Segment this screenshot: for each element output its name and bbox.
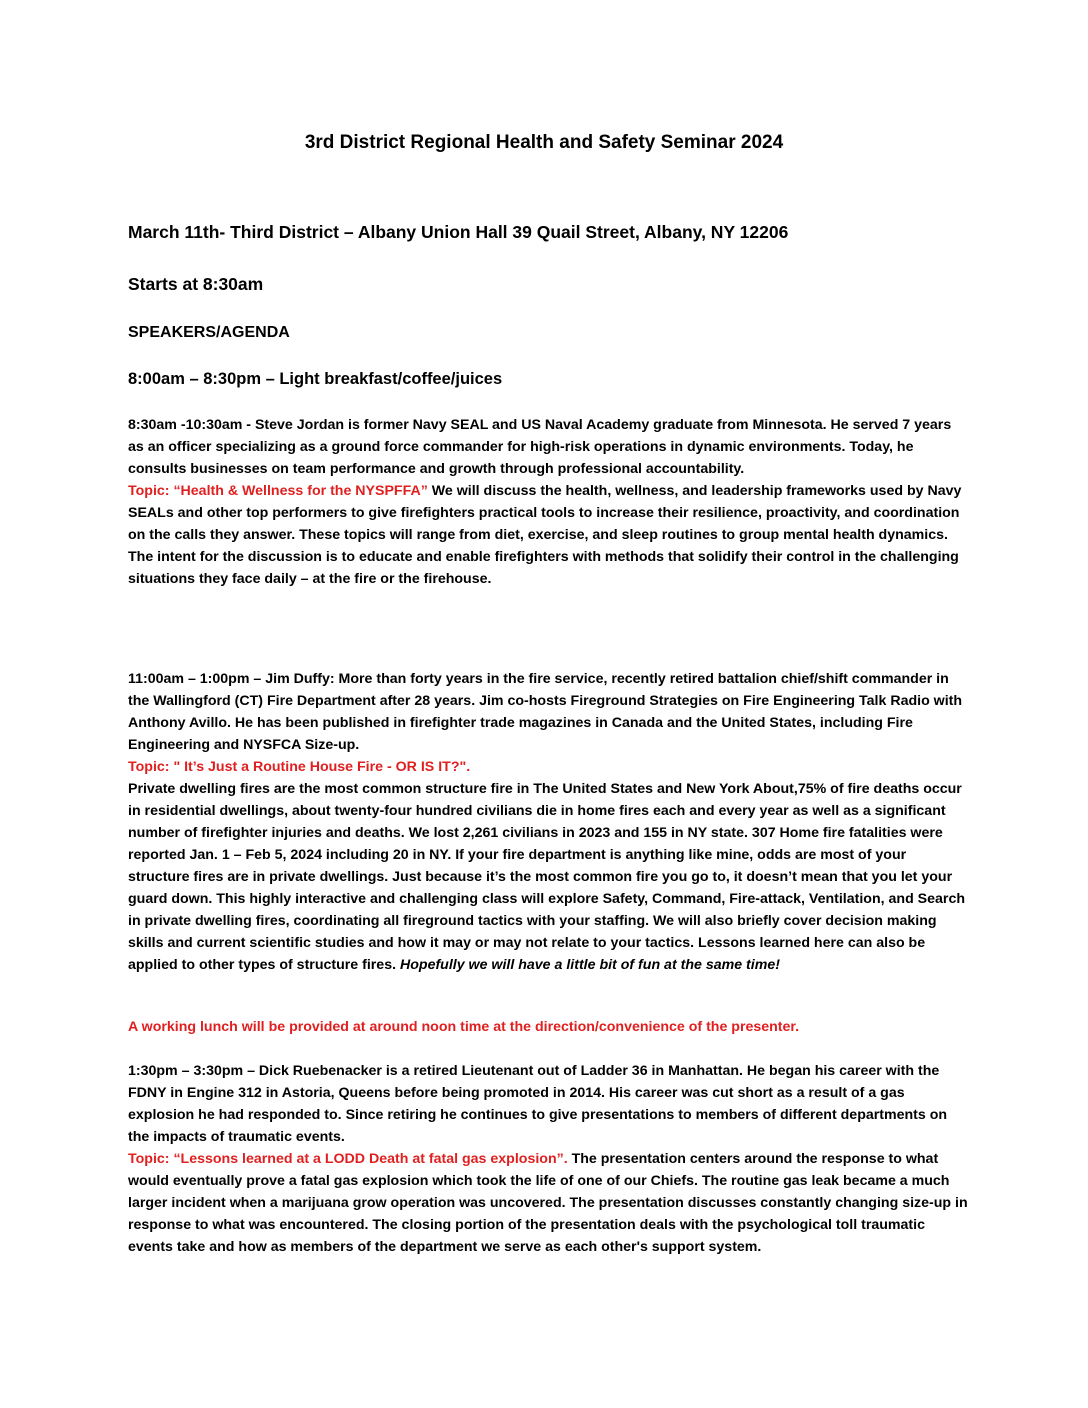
session-intro: 8:30am -10:30am - Steve Jordan is former Navy SEAL and US Naval Academy graduate from Minnesota. He served 7 years as an officer specializing as a ground force commander for high-risk operations in dynamic environments. Today, he consults businesses on team performance and growth through professional accountability. <box>128 417 952 477</box>
session-topic: Topic: " It’s Just a Routine House Fire - OR IS IT?". <box>128 759 471 775</box>
session-topic: Topic: “Health & Wellness for the NYSPFFA” <box>128 483 428 499</box>
start-time: Starts at 8:30am <box>128 274 264 294</box>
session-steve-jordan <box>128 414 968 590</box>
session-jim-duffy <box>128 668 968 976</box>
session-description: The presentation centers around the response to what would eventually prove a fatal gas explosion which took the life of one of our Chiefs. The routine gas leak became a much larger incident when a marijuana grow operation was uncovered. The presentation discusses constantly changing size-up in response to what was encountered. The closing portion of the presentation deals with the psychological toll traumatic events take and how as members of the department we serve as each other's support system. <box>128 1151 968 1255</box>
session-intro: 11:00am – 1:00pm – Jim Duffy: More than forty years in the fire service, recently retired battalion chief/shift commander in the Wallingford (CT) Fire Department after 28 years. Jim co-hosts Fireground Strategies on Fire Engineering Talk Radio with Anthony Avillo. He has been published in firefighter trade magazines in Canada and the United States, including Fire Engineering and NYSFCA Size-up. <box>128 671 963 753</box>
session-description: We will discuss the health, wellness, and leadership frameworks used by Navy SEALs and other top performers to give firefighters practical tools to increase their resilience, proactivity, and coordination on the calls they answer. These topics will range from diet, exercise, and sleep routines to group mental health dynamics. The intent for the discussion is to educate and enable firefighters with methods that solidify their control in the challenging situations they face daily – at the fire or the firehouse. <box>128 483 962 587</box>
breakfast-line: 8:00am – 8:30pm – Light breakfast/coffee/juices <box>128 370 503 388</box>
event-location: March 11th- Third District – Albany Union Hall 39 Quail Street, Albany, NY 12206 <box>128 222 789 242</box>
session-closing-note: Hopefully we will have a little bit of fun at the same time! <box>399 957 780 973</box>
session-topic: Topic: “Lessons learned at a LODD Death at fatal gas explosion”. <box>128 1151 568 1167</box>
agenda-heading: SPEAKERS/AGENDA <box>128 324 290 341</box>
session-dick-ruebenacker <box>128 1060 968 1258</box>
session-intro: 1:30pm – 3:30pm – Dick Ruebenacker is a retired Lieutenant out of Ladder 36 in Manhattan. He began his career with the FDNY in Engine 312 in Astoria, Queens before being promoted in 2014. His career was cut short as a result of a gas explosion he had responded to. Since retiring he continues to give presentations to members of different departments on the impacts of traumatic events. <box>128 1063 948 1145</box>
document-title: 3rd District Regional Health and Safety Seminar 2024 <box>304 132 784 153</box>
lunch-note: A working lunch will be provided at around noon time at the direction/convenience of the presenter. <box>128 1019 800 1035</box>
session-description: Private dwelling fires are the most common structure fire in The United States and New York About,75% of fire deaths occur in residential dwellings, about twenty-four hundred civilians die in home fires each and every year as well as a significant number of firefighter injuries and deaths. We lost 2,261 civilians in 2023 and 155 in NY state. 307 Home fire fatalities were reported Jan. 1 – Feb 5, 2024 including 20 in NY. If your fire department is anything like mine, odds are most of your structure fires are in private dwellings. Just because it’s the most common fire you go to, it doesn’t mean that you let your guard down. This highly interactive and challenging class will explore Safety, Command, Fire-attack, Ventilation, and Search in private dwelling fires, coordinating all fireground tactics with your staffing. We will also briefly cover decision making skills and current scientific studies and how it may or may not relate to your tactics. Lessons learned here can also be applied to other types of structure fires. <box>128 781 965 973</box>
